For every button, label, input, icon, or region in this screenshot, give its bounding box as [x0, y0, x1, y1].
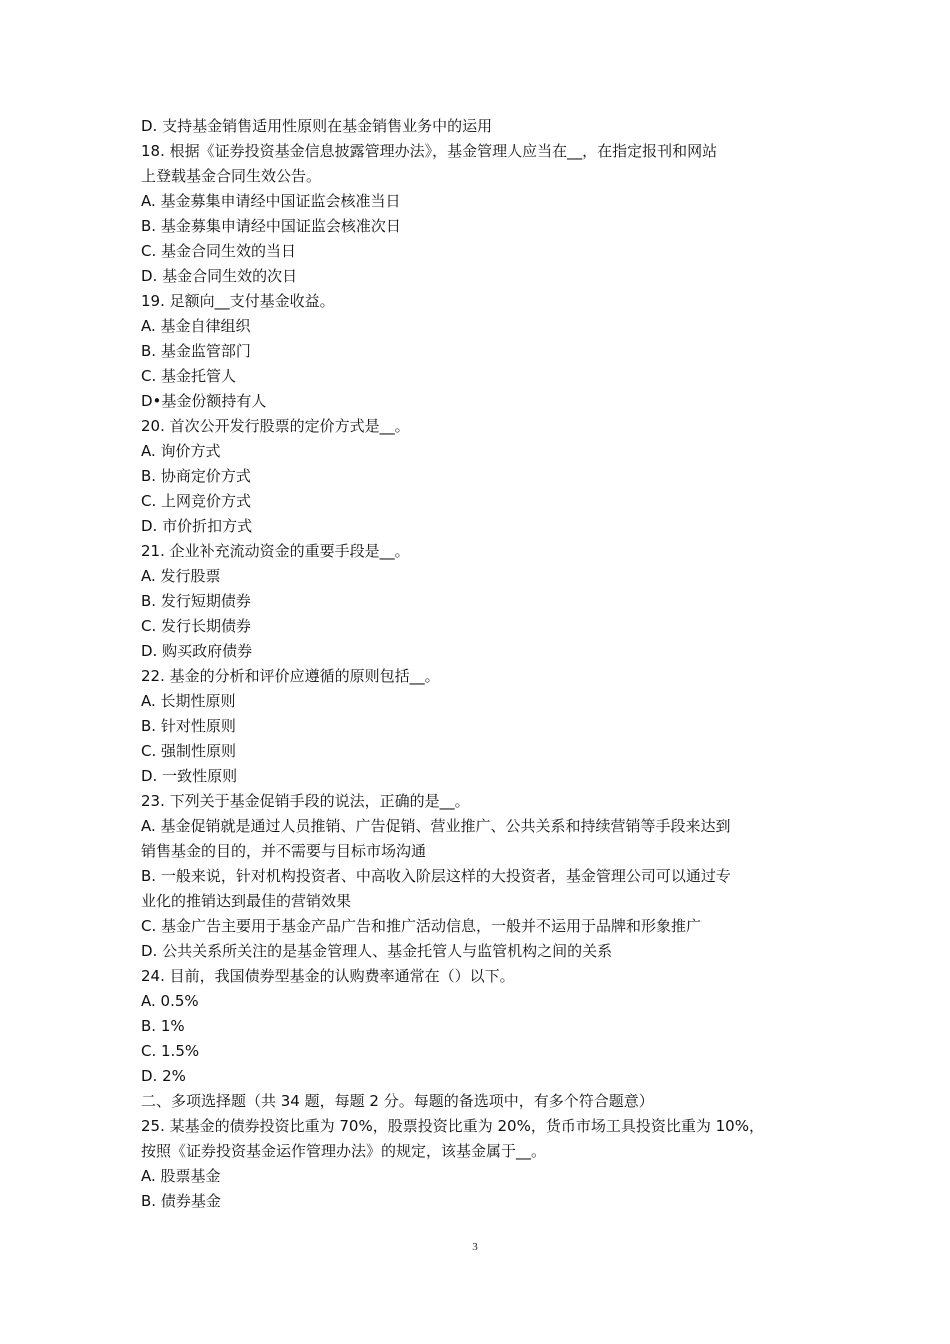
option-line: A. 询价方式 [141, 442, 221, 460]
option-line: A. 基金募集申请经中国证监会核准当日 [141, 192, 401, 210]
option-line-continued: 业化的推销达到最佳的营销效果 [141, 892, 352, 910]
question-line: 23. 下列关于基金促销手段的说法，正确的是__。 [141, 792, 470, 810]
option-line: C. 强制性原则 [141, 742, 237, 760]
question-line-continued: 上登载基金合同生效公告。 [141, 167, 322, 185]
question-line: 18. 根据《证券投资基金信息披露管理办法》，基金管理人应当在__，在指定报刊和网站 [141, 142, 718, 160]
document-body [141, 114, 816, 1214]
question-line: 19. 足额向__支付基金收益。 [141, 292, 335, 310]
section-heading: 二、多项选择题（共 34 题，每题 2 分。每题的备选项中，有多个符合题意） [141, 1092, 654, 1110]
option-line: A. 基金自律组织 [141, 317, 251, 335]
page-number: 3 [472, 1241, 478, 1253]
option-line: A. 股票基金 [141, 1167, 221, 1185]
option-line: C. 基金广告主要用于基金产品广告和推广活动信息，一般并不运用于品牌和形象推广 [141, 917, 702, 935]
option-line: B. 针对性原则 [141, 717, 236, 735]
question-line-continued: 按照《证券投资基金运作管理办法》的规定，该基金属于__。 [141, 1142, 547, 1160]
option-line: A. 长期性原则 [141, 692, 236, 710]
option-line: D. 2% [141, 1067, 186, 1085]
question-line: 22. 基金的分析和评价应遵循的原则包括__。 [141, 667, 440, 685]
option-line: B. 1% [141, 1017, 185, 1035]
option-line: D•基金份额持有人 [141, 392, 267, 410]
option-line: C. 1.5% [141, 1042, 200, 1060]
option-line: A. 发行股票 [141, 567, 221, 585]
option-line: B. 基金募集申请经中国证监会核准次日 [141, 217, 401, 235]
option-line: B. 发行短期债券 [141, 592, 251, 610]
option-line: C. 发行长期债券 [141, 617, 252, 635]
option-line: C. 上网竞价方式 [141, 492, 252, 510]
question-line: 24. 目前，我国债券型基金的认购费率通常在（）以下。 [141, 967, 515, 985]
option-line: A. 基金促销就是通过人员推销、广告促销、营业推广、公共关系和持续营销等手段来达到 [141, 817, 731, 835]
option-line: D. 支持基金销售适用性原则在基金销售业务中的运用 [141, 117, 493, 135]
option-line: A. 0.5% [141, 992, 199, 1010]
option-line: D. 市价折扣方式 [141, 517, 253, 535]
option-line: B. 基金监管部门 [141, 342, 251, 360]
option-line: B. 协商定价方式 [141, 467, 251, 485]
question-line: 20. 首次公开发行股票的定价方式是__。 [141, 417, 410, 435]
option-line: B. 一般来说，针对机构投资者、中高收入阶层这样的大投资者，基金管理公司可以通过专 [141, 867, 731, 885]
option-line-continued: 销售基金的目的，并不需要与目标市场沟通 [141, 842, 427, 860]
option-line: C. 基金合同生效的当日 [141, 242, 297, 260]
option-line: C. 基金托管人 [141, 367, 237, 385]
question-line: 25. 某基金的债券投资比重为 70%，股票投资比重为 20%，货币市场工具投资比重为 10%， [141, 1117, 764, 1135]
question-line: 21. 企业补充流动资金的重要手段是__。 [141, 542, 410, 560]
option-line: D. 购买政府债券 [141, 642, 253, 660]
option-line: D. 公共关系所关注的是基金管理人、基金托管人与监管机构之间的关系 [141, 942, 613, 960]
option-line: D. 基金合同生效的次日 [141, 267, 298, 285]
option-line: B. 债券基金 [141, 1192, 221, 1210]
option-line: D. 一致性原则 [141, 767, 238, 785]
